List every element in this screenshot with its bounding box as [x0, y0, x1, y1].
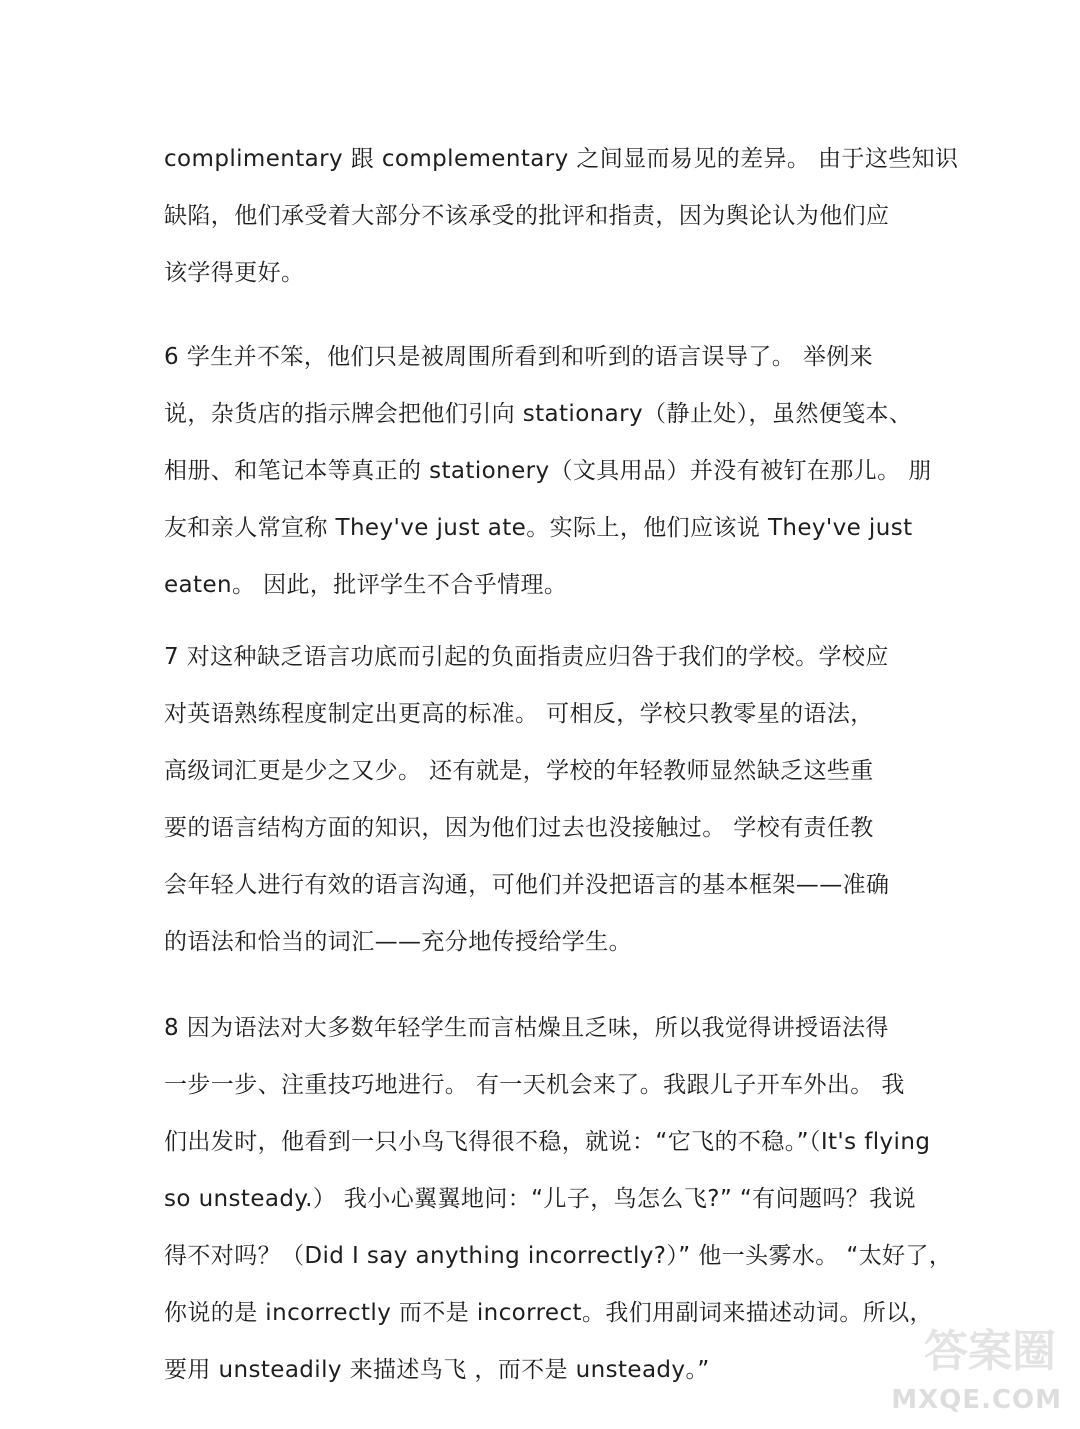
text-line: 相册、和笔记本等真正的 stationery（文具用品）并没有被钉在那儿。 朋 — [164, 458, 932, 484]
text-line: 的语法和恰当的词汇——充分地传授给学生。 — [164, 929, 632, 955]
text-line: 高级词汇更是少之又少。 还有就是，学校的年轻教师显然缺乏这些重 — [164, 758, 874, 784]
text-line: 该学得更好。 — [164, 260, 305, 286]
text-line: 要用 unsteadily 来描述鸟飞 ，而不是 unsteady。” — [164, 1357, 710, 1383]
text-line: 6 学生并不笨，他们只是被周围所看到和听到的语言误导了。 举例来 — [164, 344, 874, 370]
text-line: 要的语言结构方面的知识，因为他们过去也没接触过。 学校有责任教 — [164, 815, 874, 841]
text-line: 一步一步、注重技巧地进行。 有一天机会来了。我跟儿子开车外出。 我 — [164, 1072, 905, 1098]
watermark-logo: 答案圈 — [924, 1326, 1056, 1377]
paragraph-5-continued — [164, 138, 959, 309]
text-line: 会年轻人进行有效的语言沟通，可他们并没把语言的基本框架——准确 — [164, 872, 890, 898]
text-line: so unsteady.） 我小心翼翼地问：“儿子，鸟怎么飞?” “有问题吗？我说 — [164, 1186, 916, 1212]
text-line: 缺陷，他们承受着大部分不该承受的批评和指责，因为舆论认为他们应 — [164, 203, 890, 229]
text-line: 友和亲人常宣称 They've just ate。实际上，他们应该说 They've just — [164, 515, 913, 541]
text-line: 8 因为语法对大多数年轻学生而言枯燥且乏味，所以我觉得讲授语法得 — [164, 1015, 889, 1041]
watermark — [891, 1315, 1072, 1423]
paragraph-6 — [164, 336, 932, 621]
text-line: 得不对吗？（Did I say anything incorrectly?）” 他一头雾水。 “太好了， — [164, 1243, 953, 1269]
text-line: complimentary 跟 complementary 之间显而易见的差异。 由于这些知识 — [164, 146, 959, 172]
paragraph-8 — [164, 1007, 953, 1406]
watermark-site: MXQE.COM — [891, 1385, 1062, 1415]
text-line: 们出发时，他看到一只小鸟飞得很不稳，就说：“它飞的不稳。”（It's flying — [164, 1129, 931, 1155]
text-line: 7 对这种缺乏语言功底而引起的负面指责应归咎于我们的学校。学校应 — [164, 644, 889, 670]
text-line: eaten。 因此，批评学生不合乎情理。 — [164, 572, 568, 598]
text-line: 对英语熟练程度制定出更高的标准。 可相反，学校只教零星的语法， — [164, 701, 874, 727]
paragraph-7 — [164, 636, 924, 978]
text-line: 说，杂货店的指示牌会把他们引向 stationary（静止处），虽然便笺本、 — [164, 401, 913, 427]
text-line: 你说的是 incorrectly 而不是 incorrect。我们用副词来描述动词。所以， — [164, 1300, 933, 1326]
